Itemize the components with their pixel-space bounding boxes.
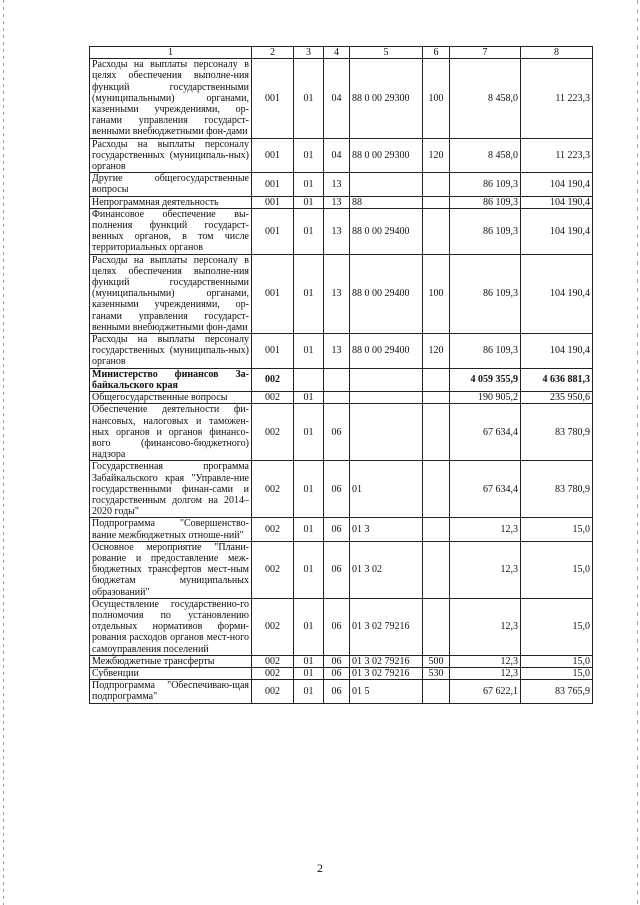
budget-table: [89, 46, 593, 704]
cell-name: Обеспечение деятельности фи-нансовых, налоговых и таможен-ных органов и органов финансо-вого (финансово-бюджетного) надзора: [90, 404, 252, 461]
cell-amount-col8: 235 950,6: [521, 392, 593, 404]
table-row: [90, 59, 593, 138]
cell-amount-col8: 104 190,4: [521, 334, 593, 369]
cell-amount-col7: 12,3: [450, 667, 521, 679]
table-row: [90, 392, 593, 404]
cell-subsection: 04: [324, 59, 350, 138]
cell-ministry-code: 002: [252, 667, 294, 679]
cell-amount-col7: 12,3: [450, 655, 521, 667]
cell-section: 01: [294, 59, 324, 138]
page-number: 2: [317, 861, 323, 875]
table-row: [90, 655, 593, 667]
cell-name: Расходы на выплаты персоналу государственных (муниципаль-ных) органов: [90, 334, 252, 369]
cell-amount-col8: 4 636 881,3: [521, 368, 593, 391]
cell-name: Непрограммная деятельность: [90, 196, 252, 208]
cell-ministry-code: 002: [252, 392, 294, 404]
cell-expense-type: [423, 173, 450, 196]
table-row: [90, 196, 593, 208]
cell-subsection: [324, 368, 350, 391]
scan-edge-right: [637, 0, 638, 905]
table-row: [90, 667, 593, 679]
cell-amount-col7: 190 905,2: [450, 392, 521, 404]
cell-expense-type: [423, 518, 450, 541]
cell-section: 01: [294, 655, 324, 667]
cell-target-article: 01 3 02: [350, 541, 423, 598]
table-row: [90, 368, 593, 391]
cell-target-article: 01: [350, 461, 423, 518]
table-row: [90, 334, 593, 369]
cell-expense-type: [423, 368, 450, 391]
cell-ministry-code: 002: [252, 541, 294, 598]
table-row: [90, 254, 593, 333]
cell-section: 01: [294, 254, 324, 333]
cell-amount-col8: 15,0: [521, 667, 593, 679]
cell-name: Субвенции: [90, 667, 252, 679]
cell-amount-col7: 4 059 355,9: [450, 368, 521, 391]
cell-expense-type: [423, 196, 450, 208]
cell-target-article: [350, 173, 423, 196]
cell-name: Подпрограмма "Обеспечиваю-щая подпрограмма": [90, 680, 252, 703]
cell-subsection: 06: [324, 667, 350, 679]
cell-name: Министерство финансов За-байкальского края: [90, 368, 252, 391]
cell-amount-col7: 86 109,3: [450, 196, 521, 208]
cell-subsection: 06: [324, 598, 350, 655]
cell-amount-col8: 15,0: [521, 598, 593, 655]
cell-expense-type: 500: [423, 655, 450, 667]
cell-expense-type: [423, 598, 450, 655]
header-cell-5: 5: [350, 47, 423, 59]
cell-ministry-code: 002: [252, 404, 294, 461]
cell-amount-col7: 12,3: [450, 598, 521, 655]
cell-amount-col8: 15,0: [521, 655, 593, 667]
cell-expense-type: 100: [423, 59, 450, 138]
cell-expense-type: 120: [423, 138, 450, 173]
table-row: [90, 461, 593, 518]
cell-target-article: 01 3 02 79216: [350, 667, 423, 679]
cell-subsection: 04: [324, 138, 350, 173]
cell-section: 01: [294, 392, 324, 404]
table-row: [90, 138, 593, 173]
cell-subsection: 06: [324, 404, 350, 461]
header-cell-1: 1: [90, 47, 252, 59]
cell-expense-type: [423, 392, 450, 404]
cell-amount-col8: 11 223,3: [521, 59, 593, 138]
cell-amount-col7: 8 458,0: [450, 138, 521, 173]
cell-ministry-code: 001: [252, 208, 294, 254]
cell-name: Расходы на выплаты персоналу в целях обеспечения выполне-ния функций государственными (муниципальными) органами, казенными учреждениями, ор-ганами управления государст-венными внебюджетными фон-дами: [90, 254, 252, 333]
cell-amount-col7: 67 634,4: [450, 404, 521, 461]
cell-amount-col8: 83 780,9: [521, 404, 593, 461]
cell-subsection: 13: [324, 254, 350, 333]
cell-ministry-code: 002: [252, 518, 294, 541]
table-body: [90, 59, 593, 703]
cell-target-article: 01 3 02 79216: [350, 655, 423, 667]
cell-amount-col8: 104 190,4: [521, 254, 593, 333]
header-cell-3: 3: [294, 47, 324, 59]
cell-target-article: 88 0 00 29300: [350, 138, 423, 173]
cell-expense-type: 100: [423, 254, 450, 333]
scan-edge-left: [3, 0, 4, 905]
cell-ministry-code: 001: [252, 59, 294, 138]
cell-section: 01: [294, 208, 324, 254]
cell-subsection: 13: [324, 196, 350, 208]
cell-amount-col7: 86 109,3: [450, 208, 521, 254]
cell-section: 01: [294, 173, 324, 196]
cell-ministry-code: 002: [252, 368, 294, 391]
cell-target-article: 88 0 00 29400: [350, 208, 423, 254]
cell-section: 01: [294, 138, 324, 173]
cell-amount-col8: 83 765,9: [521, 680, 593, 703]
cell-amount-col7: 67 622,1: [450, 680, 521, 703]
cell-ministry-code: 001: [252, 138, 294, 173]
header-row: [90, 47, 593, 59]
cell-subsection: 06: [324, 541, 350, 598]
cell-ministry-code: 002: [252, 461, 294, 518]
cell-subsection: 06: [324, 655, 350, 667]
header-cell-2: 2: [252, 47, 294, 59]
cell-ministry-code: 001: [252, 254, 294, 333]
cell-ministry-code: 001: [252, 334, 294, 369]
cell-target-article: 88 0 00 29300: [350, 59, 423, 138]
cell-amount-col7: 86 109,3: [450, 173, 521, 196]
cell-name: Подпрограмма "Совершенство-вание межбюджетных отноше-ний": [90, 518, 252, 541]
cell-expense-type: [423, 680, 450, 703]
cell-subsection: 06: [324, 461, 350, 518]
cell-amount-col7: 12,3: [450, 518, 521, 541]
cell-ministry-code: 002: [252, 598, 294, 655]
cell-expense-type: [423, 404, 450, 461]
cell-ministry-code: 001: [252, 196, 294, 208]
table-row: [90, 208, 593, 254]
cell-name: Другие общегосударственные вопросы: [90, 173, 252, 196]
cell-amount-col8: 11 223,3: [521, 138, 593, 173]
header-cell-7: 7: [450, 47, 521, 59]
cell-section: 01: [294, 461, 324, 518]
cell-target-article: [350, 404, 423, 461]
cell-expense-type: [423, 461, 450, 518]
cell-section: 01: [294, 667, 324, 679]
cell-target-article: 01 3: [350, 518, 423, 541]
cell-name: Осуществление государственно-го полномочия по установлению отдельных нормативов форми-рования расходов органов мест-ного самоуправления поселений: [90, 598, 252, 655]
header-cell-4: 4: [324, 47, 350, 59]
cell-name: Межбюджетные трансферты: [90, 655, 252, 667]
cell-amount-col8: 15,0: [521, 518, 593, 541]
cell-subsection: 06: [324, 680, 350, 703]
table-row: [90, 518, 593, 541]
cell-name: Основное мероприятие "Плани-рование и предоставление меж-бюджетных трансфертов мест-ным бюджетам муниципальных образований": [90, 541, 252, 598]
cell-amount-col8: 104 190,4: [521, 208, 593, 254]
cell-amount-col7: 8 458,0: [450, 59, 521, 138]
cell-amount-col7: 86 109,3: [450, 254, 521, 333]
cell-section: 01: [294, 196, 324, 208]
cell-amount-col8: 104 190,4: [521, 173, 593, 196]
cell-target-article: 88: [350, 196, 423, 208]
table-row: [90, 173, 593, 196]
cell-target-article: 01 5: [350, 680, 423, 703]
cell-ministry-code: 001: [252, 173, 294, 196]
cell-name: Общегосударственные вопросы: [90, 392, 252, 404]
cell-amount-col8: 104 190,4: [521, 196, 593, 208]
cell-expense-type: 530: [423, 667, 450, 679]
table-row: [90, 541, 593, 598]
cell-name: Государственная программа Забайкальского края "Управле-ние государственными финан-сами и государственным долгом на 2014–2020 годы": [90, 461, 252, 518]
cell-expense-type: 120: [423, 334, 450, 369]
cell-ministry-code: 002: [252, 680, 294, 703]
cell-target-article: [350, 368, 423, 391]
cell-section: 01: [294, 541, 324, 598]
cell-subsection: 13: [324, 208, 350, 254]
cell-amount-col8: 15,0: [521, 541, 593, 598]
cell-name: Расходы на выплаты персоналу государственных (муниципаль-ных) органов: [90, 138, 252, 173]
table-row: [90, 680, 593, 703]
cell-section: 01: [294, 518, 324, 541]
header-cell-8: 8: [521, 47, 593, 59]
table-row: [90, 404, 593, 461]
cell-section: 01: [294, 334, 324, 369]
cell-subsection: 06: [324, 518, 350, 541]
cell-target-article: 88 0 00 29400: [350, 334, 423, 369]
cell-subsection: 13: [324, 173, 350, 196]
cell-name: Расходы на выплаты персоналу в целях обеспечения выполне-ния функций государственными (муниципальными) органами, казенными учреждениями, ор-ганами управления государст-венными внебюджетными фон-дами: [90, 59, 252, 138]
cell-expense-type: [423, 541, 450, 598]
cell-section: 01: [294, 680, 324, 703]
cell-amount-col8: 83 780,9: [521, 461, 593, 518]
header-cell-6: 6: [423, 47, 450, 59]
cell-amount-col7: 12,3: [450, 541, 521, 598]
cell-target-article: 88 0 00 29400: [350, 254, 423, 333]
cell-target-article: [350, 392, 423, 404]
cell-expense-type: [423, 208, 450, 254]
cell-target-article: 01 3 02 79216: [350, 598, 423, 655]
cell-amount-col7: 67 634,4: [450, 461, 521, 518]
cell-ministry-code: 002: [252, 655, 294, 667]
cell-name: Финансовое обеспечение вы-полнения функций государст-венных органов, в том числе территориальных органов: [90, 208, 252, 254]
cell-section: [294, 368, 324, 391]
table-row: [90, 598, 593, 655]
cell-section: 01: [294, 598, 324, 655]
cell-subsection: [324, 392, 350, 404]
cell-subsection: 13: [324, 334, 350, 369]
cell-amount-col7: 86 109,3: [450, 334, 521, 369]
cell-section: 01: [294, 404, 324, 461]
